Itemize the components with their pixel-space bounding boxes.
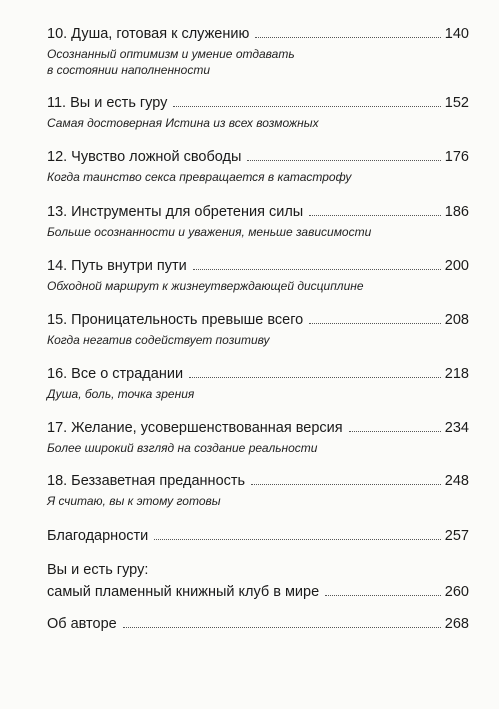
toc-entry-subtitle: Душа, боль, точка зрения — [47, 387, 195, 401]
toc-entry-15[interactable] — [47, 311, 469, 348]
toc-entry-17[interactable] — [47, 419, 469, 456]
toc-entry-subtitle: Я считаю, вы к этому готовы — [47, 494, 221, 508]
toc-entry-subtitle: Обходной маршрут к жизнеутверждающей дисциплине — [47, 279, 364, 293]
toc-entry-title: 16. Все о страдании — [47, 366, 184, 382]
dot-leader — [309, 215, 441, 216]
toc-entry-acknowledgments[interactable] — [47, 527, 469, 545]
toc-entry-title: 10. Душа, готовая к служению — [47, 26, 250, 42]
dot-leader — [154, 539, 441, 540]
toc-entry-title: 17. Желание, усовершенствованная версия — [47, 420, 343, 436]
toc-entry-title: 14. Путь внутри пути — [47, 258, 187, 274]
toc-page-number: 186 — [444, 204, 469, 220]
toc-entry-title: Благодарности — [47, 528, 149, 544]
toc-entry-10[interactable] — [47, 25, 469, 78]
dot-leader — [189, 377, 441, 378]
toc-page-number: 218 — [444, 366, 469, 382]
toc-entry-title: 11. Вы и есть гуру — [47, 95, 168, 111]
toc-entry-subtitle — [47, 46, 469, 78]
toc-entry-title: 13. Инструменты для обретения силы — [47, 204, 304, 220]
toc-entry-title: 18. Беззаветная преданность — [47, 473, 246, 489]
toc-page-number: 200 — [444, 258, 469, 274]
dot-leader — [255, 37, 440, 38]
toc-page-number: 140 — [444, 26, 469, 42]
toc-page-number: 208 — [444, 312, 469, 328]
toc-page-number: 248 — [444, 473, 469, 489]
dot-leader — [247, 160, 440, 161]
subtitle-line: в состоянии наполненности — [47, 63, 210, 77]
toc-entry-subtitle: Более широкий взгляд на создание реальности — [47, 441, 318, 455]
toc-entry-13[interactable] — [47, 203, 469, 240]
toc-entry-title: 12. Чувство ложной свободы — [47, 149, 242, 165]
subtitle-line: Осознанный оптимизм и умение отдавать — [47, 47, 295, 61]
toc-entry-book-club[interactable] — [47, 561, 469, 601]
dot-leader — [173, 106, 440, 107]
toc-page-number: 257 — [444, 528, 469, 544]
toc-entry-title-line: Вы и есть гуру: — [47, 562, 149, 578]
toc-entry-title: самый пламенный книжный клуб в мире — [47, 584, 320, 600]
toc-entry-subtitle: Когда таинство секса превращается в катастрофу — [47, 170, 352, 184]
toc-entry-subtitle: Больше осознанности и уважения, меньше зависимости — [47, 225, 372, 239]
dot-leader — [349, 431, 441, 432]
toc-page-number: 152 — [444, 95, 469, 111]
toc-entry-title: Об авторе — [47, 616, 117, 632]
dot-leader — [251, 484, 441, 485]
toc-entry-subtitle: Самая достоверная Истина из всех возможных — [47, 116, 319, 130]
toc-page-number: 260 — [444, 584, 469, 600]
toc-entry-12[interactable] — [47, 148, 469, 185]
toc-entry-14[interactable] — [47, 257, 469, 294]
toc-entry-18[interactable] — [47, 472, 469, 509]
toc-entry-11[interactable] — [47, 94, 469, 131]
toc-page-number: 176 — [444, 149, 469, 165]
dot-leader — [309, 323, 441, 324]
toc-entry-subtitle: Когда негатив содействует позитиву — [47, 333, 270, 347]
toc-page-number: 234 — [444, 420, 469, 436]
toc-entry-about-author[interactable] — [47, 615, 469, 633]
toc-entry-title: 15. Проницательность превыше всего — [47, 312, 304, 328]
dot-leader — [325, 595, 441, 596]
dot-leader — [193, 269, 441, 270]
dot-leader — [123, 627, 441, 628]
toc-page-number: 268 — [444, 616, 469, 632]
toc-entry-16[interactable] — [47, 365, 469, 402]
